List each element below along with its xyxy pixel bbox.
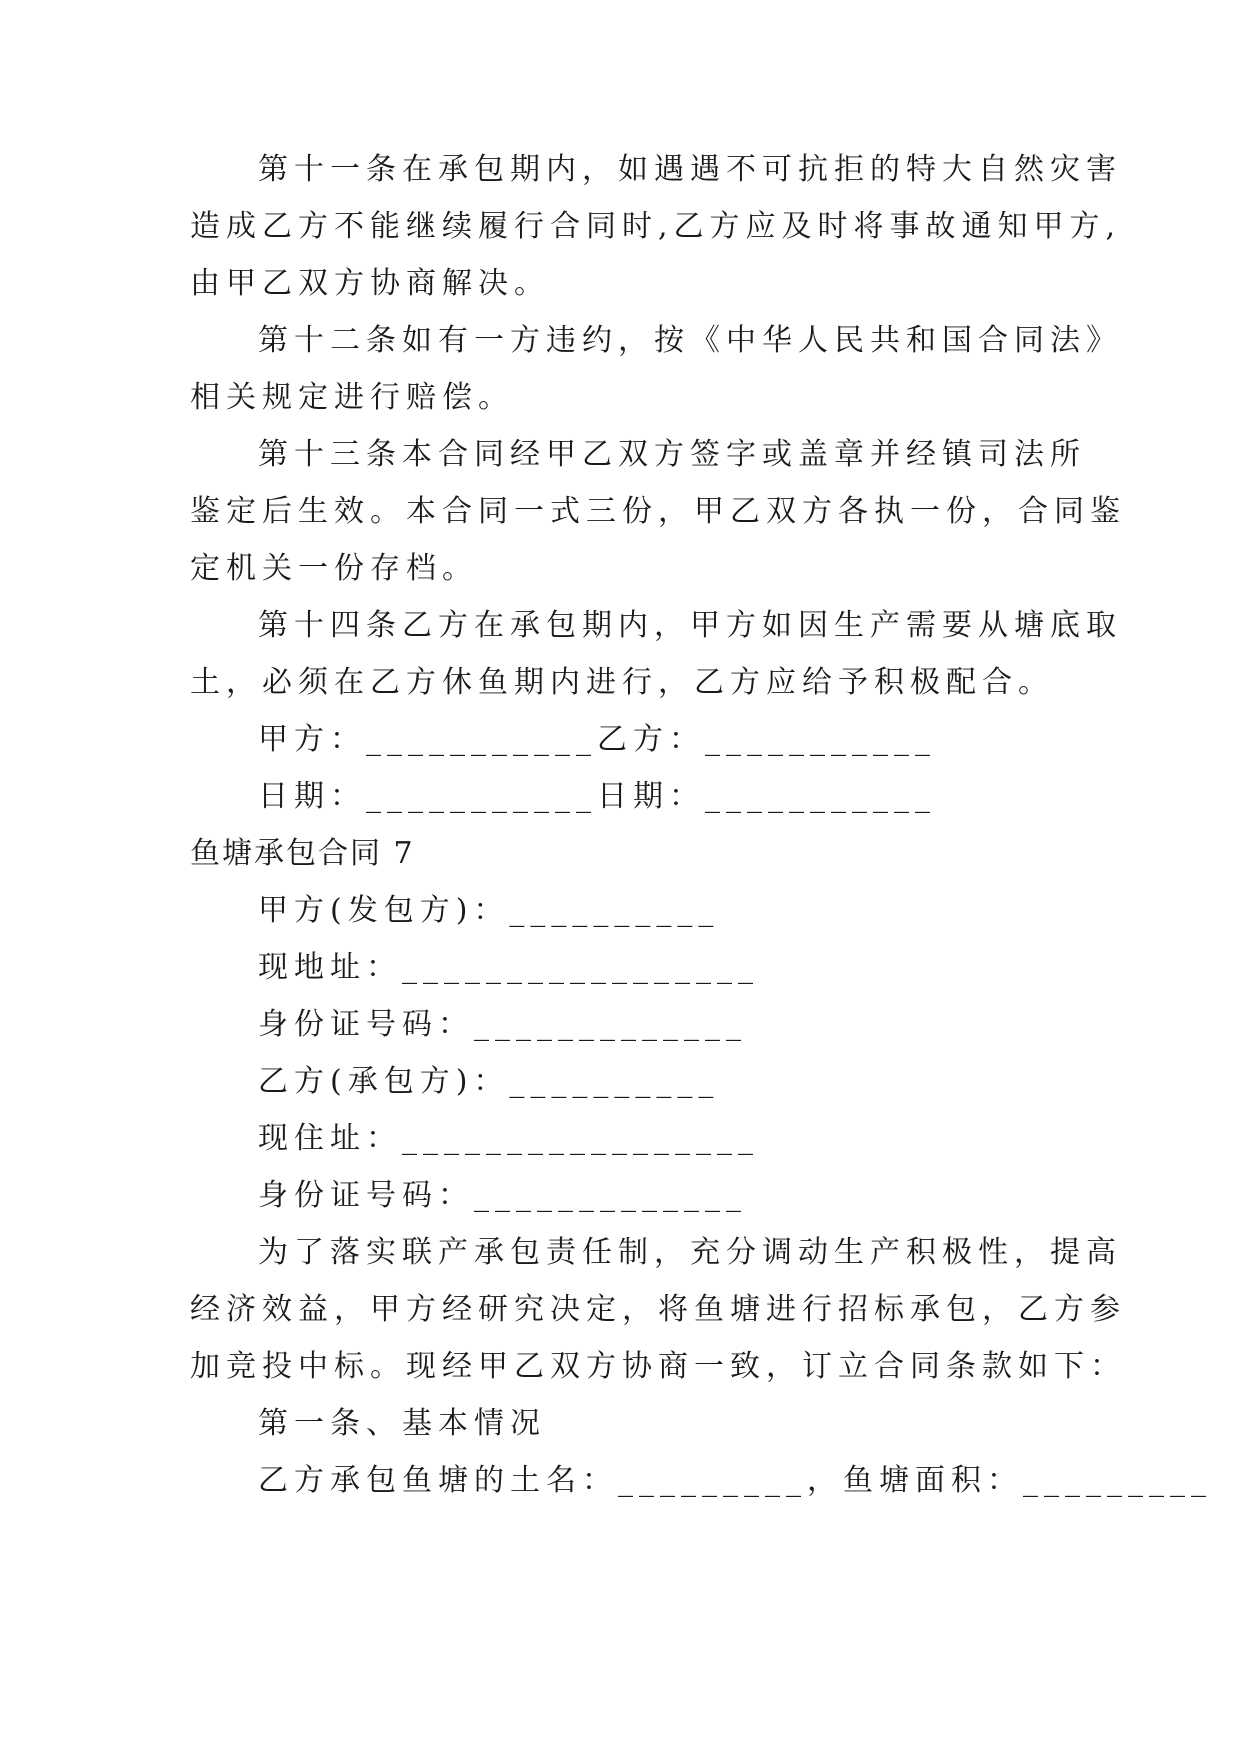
party-b-field: 乙方(承包方)：__________ [258,1064,720,1099]
party-b-id-field: 身份证号码：_____________ [258,1178,747,1213]
article-13-line-2: 鉴定后生效。本合同一式三份，甲乙双方各执一份，合同鉴 [190,494,1126,529]
signature-parties: 甲方：___________乙方：___________ [258,722,936,757]
article-13-line-1: 第十三条本合同经甲乙双方签字或盖章并经镇司法所 [258,437,1086,472]
party-a-field: 甲方(发包方)：__________ [258,893,720,928]
preamble-line-1: 为了落实联产承包责任制，充分调动生产积极性，提高 [258,1235,1122,1270]
party-b-address-field: 现住址：_________________ [258,1121,759,1156]
preamble-line-3: 加竞投中标。现经甲乙双方协商一致，订立合同条款如下： [190,1349,1126,1384]
article-11-line-3: 由甲乙双方协商解决。 [190,266,550,301]
article-1-heading: 第一条、基本情况 [258,1406,546,1441]
article-14-line-2: 土，必须在乙方休鱼期内进行，乙方应给予积极配合。 [190,665,1054,700]
article-12-line-2: 相关规定进行赔偿。 [190,380,514,415]
party-a-id-field: 身份证号码：_____________ [258,1007,747,1042]
article-1-pond-info: 乙方承包鱼塘的土名：_________，鱼塘面积：_________ [258,1463,1212,1498]
article-13-line-3: 定机关一份存档。 [190,551,478,586]
article-11-line-1: 第十一条在承包期内，如遇遇不可抗拒的特大自然灾害 [258,152,1122,187]
signature-dates: 日期：___________日期：___________ [258,779,936,814]
article-11-line-2: 造成乙方不能继续履行合同时,乙方应及时将事故通知甲方, [190,209,1122,244]
contract-title: 鱼塘承包合同 7 [190,836,415,871]
party-a-address-field: 现地址：_________________ [258,950,759,985]
article-12-line-1: 第十二条如有一方违约，按《中华人民共和国合同法》 [258,323,1122,358]
article-14-line-1: 第十四条乙方在承包期内，甲方如因生产需要从塘底取 [258,608,1122,643]
preamble-line-2: 经济效益，甲方经研究决定，将鱼塘进行招标承包，乙方参 [190,1292,1126,1327]
